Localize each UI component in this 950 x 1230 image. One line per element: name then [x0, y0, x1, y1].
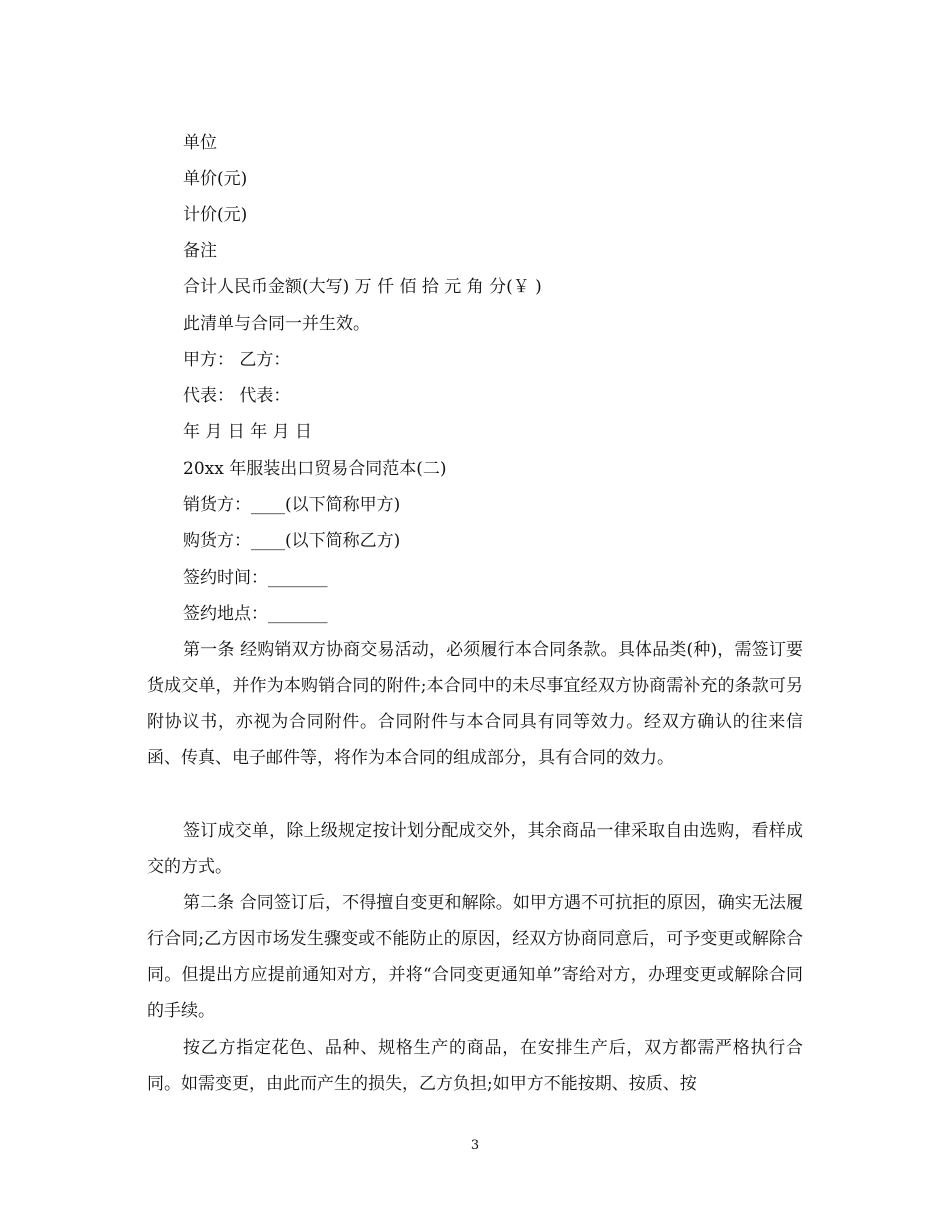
contract-title: 20xx 年服装出口贸易合同范本(二) [183, 459, 447, 479]
line-sign-time: 签约时间：_______ [183, 568, 328, 588]
line-representatives: 代表： 代表： [183, 386, 291, 406]
line-dates: 年 月 日 年 月 日 [183, 422, 313, 442]
line-total-price: 计价(元) [183, 205, 248, 225]
line-sign-place: 签约地点：_______ [183, 604, 328, 624]
line-unit: 单位 [183, 133, 217, 153]
paragraph-production: 按乙方指定花色、品种、规格生产的商品，在安排生产后，双方都需严格执行合同。如需变更，由此而产生的损失，乙方负担;如甲方不能按期、按质、按 [147, 1038, 803, 1094]
line-total-amount: 合计人民币金额(大写) 万 仟 佰 拾 元 角 分(￥ ) [183, 277, 542, 297]
line-buyer: 购货方：____(以下简称乙方) [183, 531, 401, 551]
page-number: 3 [470, 1138, 480, 1153]
line-parties: 甲方： 乙方： [183, 350, 291, 370]
line-remarks: 备注 [183, 241, 217, 261]
line-effective: 此清单与合同一并生效。 [183, 314, 370, 334]
paragraph-order-form: 签订成交单，除上级规定按计划分配成交外，其余商品一律采取自由选购，看样成交的方式。 [147, 821, 803, 877]
paragraph-article-2: 第二条 合同签订后，不得擅自变更和解除。如甲方遇不可抗拒的原因，确实无法履行合同;乙方因市场发生骤变或不能防止的原因，经双方协商同意后，可予变更或解除合同。但提出方应提前通知对方，并将“合同变更通知单”寄给对方，办理变更或解除合同的手续。 [147, 893, 803, 1021]
line-unit-price: 单价(元) [183, 169, 248, 189]
line-seller: 销货方：____(以下简称甲方) [183, 495, 401, 515]
paragraph-article-1: 第一条 经购销双方协商交易活动，必须履行本合同条款。具体品类(种)，需签订要货成交单，并作为本购销合同的附件;本合同中的未尽事宜经双方协商需补充的条款可另附协议书，亦视为合同附件。合同附件与本合同具有同等效力。经双方确认的往来信函、传真、电子邮件等，将作为本合同的组成部分，具有合同的效力。 [147, 640, 803, 768]
